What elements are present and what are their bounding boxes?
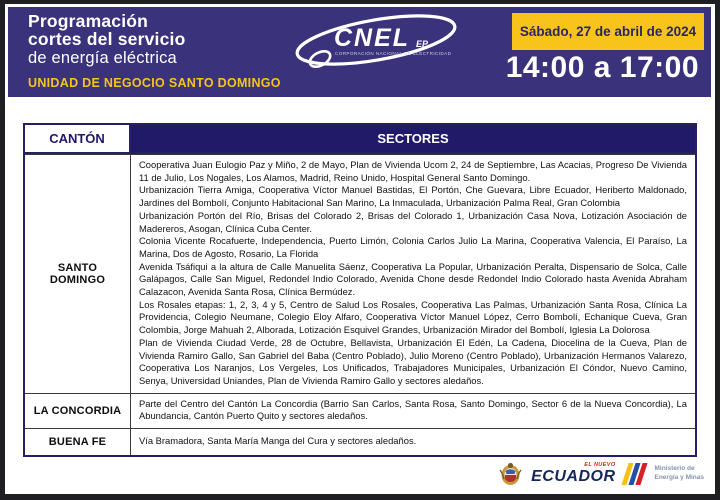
footer-logos <box>497 457 704 491</box>
ministry-line1: Ministerio de <box>654 465 695 473</box>
business-unit-label: UNIDAD DE NEGOCIO SANTO DOMINGO <box>28 76 281 90</box>
column-header-canton: CANTÓN <box>25 125 131 154</box>
page-title-line2: cortes del servicio <box>28 28 186 49</box>
sectores-cell-la-concordia <box>131 393 695 428</box>
date-badge: Sábado, 27 de abril de 2024 <box>512 13 704 50</box>
sector-paragraph: Los Rosales etapas: 1, 2, 3, 4 y 5, Centro de Salud Los Rosales, Cooperativa Las Palmas, Urbanización Santa Rosa, Clínica La Providencia, Colegio Neumane, Colegio Eloy Alfaro, Cooperativa Víctor Manuel López, Cerro Bombolí, Echanique Cueva, Gran Colombia, Jorge Mahuah 2, Alborada, Lotización Esquivel Grandes, Urbanización Mirador del Bombolí, Iglesia La Dolorosa <box>139 298 687 336</box>
sector-paragraph: Colonia Vicente Rocafuerte, Independencia, Puerto Limón, Colonia Carlos Julio La Marina, Cooperativa Valencia, El Paraíso, La Marina, Dos de Agosto, Rosario, La Florida <box>139 235 687 259</box>
page-title-line1: Programación <box>28 11 149 31</box>
flag-stripes-icon <box>625 463 644 485</box>
svg-text:EP: EP <box>416 39 429 49</box>
cnel-logo <box>290 12 462 78</box>
ministry-line2: Energía y Minas <box>654 474 704 481</box>
cnel-logo-swoosh-icon <box>290 12 462 78</box>
canton-cell-la-concordia: LA CONCORDIA <box>25 393 131 428</box>
ecuador-coat-of-arms-icon <box>497 461 524 488</box>
page-title-line3: de energía eléctrica <box>28 49 177 67</box>
sector-paragraph: Parte del Centro del Cantón La Concordia (Barrio San Carlos, Santa Rosa, Santo Domingo, Sector 6 de la Nueva Concordia), La Abundancia, Cantón Puerto Quito y sectores aledaños. <box>139 397 687 422</box>
sectores-cell-buena-fe <box>131 428 695 455</box>
column-header-sectores: SECTORES <box>131 125 695 154</box>
sector-paragraph: Plan de Vivienda Ciudad Verde, 28 de Octubre, Bellavista, Urbanización El Edén, La Cadena, Diocelina de la Cueva, Plan de Vivienda Ramiro Gallo, San Gabriel del Baba (Centro Poblado), Julio Moreno (Centro Poblado), Urbanización Hermanos Valarezo, Cooperativa Los Naranjos, Los Vergeles, Los Unificados, Trabajadores Municipales, Urbanización El Cóndor, Nuevo Camino, Senya, Universidad Uniandes, Plan de Vivienda Ramiro Gallo y sectores aledaños. <box>139 336 687 386</box>
svg-text:CNEL: CNEL <box>334 24 411 52</box>
brand-main-label: ECUADOR <box>531 468 616 486</box>
brand-small-label: EL NUEVO <box>584 461 616 468</box>
canton-cell-buena-fe: BUENA FE <box>25 428 131 455</box>
header-band <box>8 7 711 97</box>
canton-cell-santo-domingo: SANTO DOMINGO <box>25 154 131 393</box>
sector-paragraph: Avenida Tsáfiqui a la altura de Calle Manuelita Sáenz, Cooperativa La Popular, Urbanización Peralta, Dispensario de Solca, Calle Galápagos, Calle San Miguel, Redondel Indio Colorado, Avenida Chone desde Redondel Indio Colorado hasta Avenida Abraham Calazacon, Avenida Santa Rosa, Clínica Bermúdez. <box>139 260 687 298</box>
sector-paragraph: Urbanización Portón del Río, Brisas del Colorado 2, Brisas del Colorado 1, Urbanización Casa Nova, Lotización Asociación de Madereros, Asogan, Clínica Cuba Center. <box>139 209 687 234</box>
el-nuevo-ecuador-wordmark <box>531 463 615 486</box>
time-range: 14:00 a 17:00 <box>505 51 699 84</box>
sectores-cell-santo-domingo <box>131 154 695 393</box>
outage-table <box>23 123 697 457</box>
sector-paragraph: Urbanización Tierra Amiga, Cooperativa Víctor Manuel Bastidas, El Portón, Che Guevara, Libre Ecuador, Heriberto Maldonado, Jardines del Bombolí, Conjunto Habitacional San Marino, La Inmaculada, Urbanización Palma Real, Gran Colombia <box>139 184 687 209</box>
ministry-label <box>655 465 705 483</box>
sector-paragraph: Cooperativa Juan Eulogio Paz y Miño, 2 de Mayo, Plan de Vivienda Ucom 2, 24 de Septiembre, Las Acacias, Progreso De Vivienda 11 de Julio, Los Nogales, Los Alamos, Madrid, Reino Unido, Hospital General Santo Domingo. <box>139 159 687 183</box>
svg-text:CORPORACIÓN NACIONAL DE ELECTR: CORPORACIÓN NACIONAL DE ELECTRICIDAD <box>335 51 452 56</box>
sector-paragraph: Vía Bramadora, Santa María Manga del Cura y sectores aledaños. <box>139 435 417 447</box>
page-title <box>28 13 186 67</box>
